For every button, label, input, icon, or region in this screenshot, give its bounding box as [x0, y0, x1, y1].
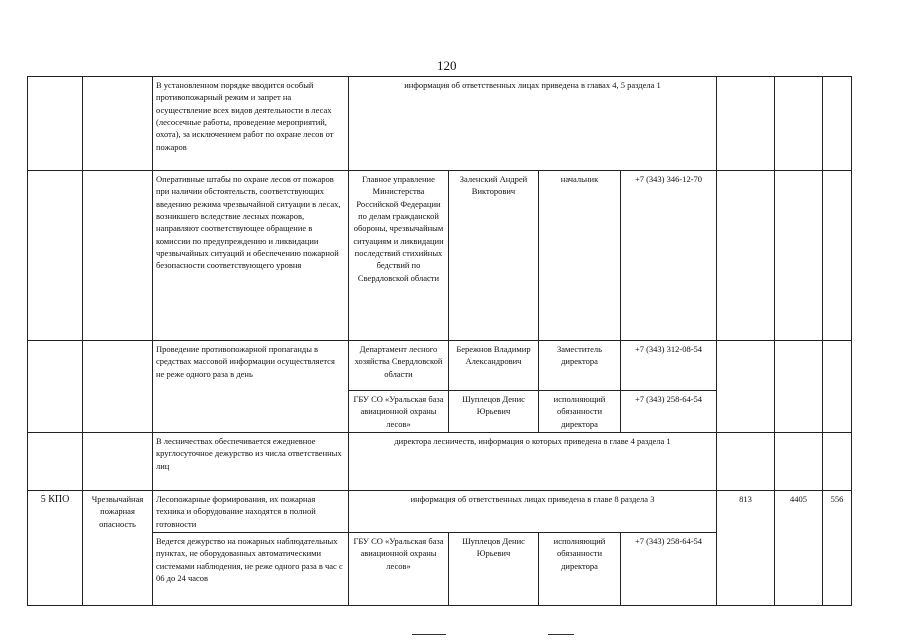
table-row — [28, 77, 852, 171]
table-row — [28, 490, 852, 532]
position-cell: исполняющий обязанности директора — [539, 532, 621, 605]
code-cell — [28, 341, 83, 433]
table-row — [28, 171, 852, 341]
value-cell — [775, 77, 823, 171]
responsible-info-cell: директора лесничеств, информация о которых приведена в главе 4 раздела 1 — [349, 432, 717, 490]
regime-cell — [83, 432, 153, 490]
regime-cell — [83, 171, 153, 341]
code-cell — [28, 432, 83, 490]
phone-cell: +7 (343) 312-08-54 — [621, 341, 717, 391]
position-cell: начальник — [539, 171, 621, 341]
value-cell — [717, 171, 775, 341]
organization-cell: Главное управление Министерства Российской Федерации по делам гражданской обороны, чрезвычайным ситуациям и ликвидации последствий стихийных бедствий по Свердловской области — [349, 171, 449, 341]
value-cell — [775, 341, 823, 433]
fire-measures-table — [27, 76, 852, 606]
person-cell: Шуплецов Денис Юрьевич — [449, 391, 539, 433]
position-cell: Заместитель директора — [539, 341, 621, 391]
code-cell — [28, 171, 83, 341]
value-cell — [717, 77, 775, 171]
value-cell — [717, 341, 775, 433]
code-cell — [28, 77, 83, 171]
value-cell — [717, 432, 775, 490]
measure-cell: В лесничествах обеспечивается ежедневное круглосуточное дежурство из числа ответственных лиц — [153, 432, 349, 490]
regime-code-cell: 5 КПО — [28, 490, 83, 605]
regime-name-cell: Чрезвычайная пожарная опасность — [83, 490, 153, 605]
phone-cell: +7 (343) 346-12-70 — [621, 171, 717, 341]
regime-cell — [83, 341, 153, 433]
value-cell — [775, 171, 823, 341]
organization-cell: ГБУ СО «Уральская база авиационной охраны лесов» — [349, 532, 449, 605]
organization-cell: Департамент лесного хозяйства Свердловской области — [349, 341, 449, 391]
person-cell: Заленский Андрей Викторович — [449, 171, 539, 341]
measure-cell: В установленном порядке вводится особый противопожарный режим и запрет на осуществление всех видов деятельности в лесах (лесосечные работы, проведение мероприятий, охота), за исключением работ по охране лесов от пожаров — [153, 77, 349, 171]
value-cell — [823, 77, 852, 171]
table-row — [28, 432, 852, 490]
value-cell — [823, 432, 852, 490]
measure-cell: Ведется дежурство на пожарных наблюдательных пунктах, не оборудованных автоматическими системами наблюдения, не реже одного раза в час с 06 до 24 часов — [153, 532, 349, 605]
scan-mark — [412, 634, 446, 635]
regime-cell — [83, 77, 153, 171]
responsible-info-cell: информация об ответственных лицах приведена в главах 4, 5 раздела 1 — [349, 77, 717, 171]
responsible-info-cell: информация об ответственных лицах приведена в главе 8 раздела 3 — [349, 490, 717, 532]
person-cell: Бережнов Владимир Александрович — [449, 341, 539, 391]
measure-cell: Оперативные штабы по охране лесов от пожаров при наличии обстоятельств, соответствующих введению режима чрезвычайной ситуации в лесах, возникшего вследствие лесных пожаров, направляют соответствующее обращение в комиссии по предупреждению и ликвидации чрезвычайных ситуаций и обеспечению пожарной безопасности соответствующего уровня — [153, 171, 349, 341]
person-cell: Шуплецов Денис Юрьевич — [449, 532, 539, 605]
scan-mark — [548, 634, 574, 635]
value-cell — [823, 341, 852, 433]
measure-cell: Проведение противопожарной пропаганды в средствах массовой информации осуществляется не реже одного раза в день — [153, 341, 349, 433]
value-cell — [823, 171, 852, 341]
position-cell: исполняющий обязанности директора — [539, 391, 621, 433]
phone-cell: +7 (343) 258-64-54 — [621, 391, 717, 433]
organization-cell: ГБУ СО «Уральская база авиационной охраны лесов» — [349, 391, 449, 433]
value-cell: 813 — [717, 490, 775, 605]
measure-cell: Лесопожарные формирования, их пожарная техника и оборудование находятся в полной готовности — [153, 490, 349, 532]
phone-cell: +7 (343) 258-64-54 — [621, 532, 717, 605]
value-cell: 556 — [823, 490, 852, 605]
page-number: 120 — [437, 58, 457, 73]
value-cell: 4405 — [775, 490, 823, 605]
value-cell — [775, 432, 823, 490]
table-row — [28, 341, 852, 391]
